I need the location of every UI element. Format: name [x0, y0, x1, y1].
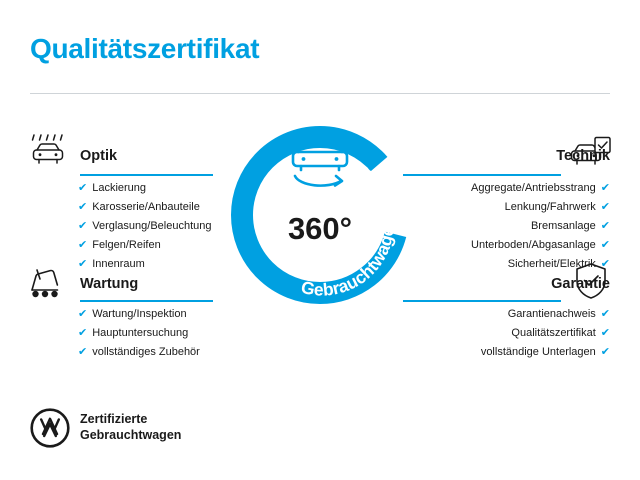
- list-item: [350, 324, 610, 343]
- section-rule-garantie: [403, 300, 561, 302]
- check-icon: ✔: [78, 308, 88, 320]
- title-divider: [30, 93, 610, 94]
- check-icon: ✔: [78, 239, 88, 251]
- footer-line-1: Zertifizierte: [80, 412, 148, 426]
- list-item-label: Garantienachweis: [507, 308, 596, 320]
- footer-text: [80, 411, 181, 443]
- list-item: [350, 179, 610, 198]
- list-item-label: vollständige Unterlagen: [480, 346, 596, 358]
- list-item: [78, 236, 238, 255]
- list-item-label: Qualitätszertifikat: [511, 327, 596, 339]
- check-icon: ✔: [78, 201, 88, 213]
- check-icon: ✔: [78, 220, 88, 232]
- check-icon: ✔: [600, 201, 610, 213]
- check-icon: ✔: [600, 220, 610, 232]
- section-heading-wartung: Wartung: [80, 276, 139, 292]
- list-wartung: [78, 305, 248, 362]
- list-item: [78, 305, 248, 324]
- section-heading-garantie: Garantie: [551, 276, 610, 292]
- list-item: [350, 255, 610, 274]
- check-icon: ✔: [78, 327, 88, 339]
- badge-degrees: 360°: [287, 211, 353, 246]
- list-item-label: Wartung/Inspektion: [92, 308, 187, 320]
- check-icon: ✔: [78, 346, 88, 358]
- list-item: [350, 343, 610, 362]
- check-icon: ✔: [600, 346, 610, 358]
- check-icon: ✔: [600, 182, 610, 194]
- list-item-label: Aggregate/Antriebsstrang: [471, 182, 596, 194]
- list-item: [350, 217, 610, 236]
- list-item-label: vollständiges Zubehör: [92, 346, 200, 358]
- list-item-label: Verglasung/Beleuchtung: [92, 220, 212, 232]
- check-icon: ✔: [78, 182, 88, 194]
- list-item: [350, 236, 610, 255]
- list-item-label: Bremsanlage: [530, 220, 596, 232]
- list-technik: [350, 179, 610, 274]
- page-title: Qualitätszertifikat: [30, 33, 260, 64]
- maintenance-icon: [28, 264, 70, 305]
- badge-arc-text: Gebrauchtwagen-Check: [299, 163, 399, 300]
- section-rule-technik: [403, 174, 561, 176]
- check-icon: ✔: [600, 258, 610, 270]
- list-item-label: Innenraum: [92, 258, 145, 270]
- list-item: [350, 198, 610, 217]
- list-item: [350, 305, 610, 324]
- section-heading-technik: Technik: [556, 148, 610, 164]
- vw-logo: [30, 408, 70, 453]
- list-optik: [78, 179, 238, 274]
- footer-line-2: Gebrauchtwagen: [80, 428, 182, 442]
- list-item: [78, 217, 238, 236]
- section-rule-wartung: [80, 300, 213, 302]
- list-item-label: Unterboden/Abgasanlage: [471, 239, 596, 251]
- section-heading-optik: Optik: [80, 148, 118, 164]
- list-item-label: Hauptuntersuchung: [92, 327, 189, 339]
- list-item: [78, 324, 248, 343]
- section-rule-optik: [80, 174, 213, 176]
- list-item: [78, 255, 238, 274]
- list-item-label: Lenkung/Fahrwerk: [504, 201, 596, 213]
- list-item-label: Felgen/Reifen: [92, 239, 161, 251]
- list-item-label: Sicherheit/Elektrik: [507, 258, 596, 270]
- list-item: [78, 179, 238, 198]
- list-item-label: Karosserie/Anbauteile: [92, 201, 200, 213]
- car-wash-icon: [28, 133, 68, 172]
- list-item: [78, 343, 248, 362]
- list-item-label: Lackierung: [92, 182, 147, 194]
- list-item: [78, 198, 238, 217]
- list-garantie: [350, 305, 610, 362]
- check-icon: ✔: [600, 239, 610, 251]
- check-icon: ✔: [600, 327, 610, 339]
- check-icon: ✔: [600, 308, 610, 320]
- check-icon: ✔: [78, 258, 88, 270]
